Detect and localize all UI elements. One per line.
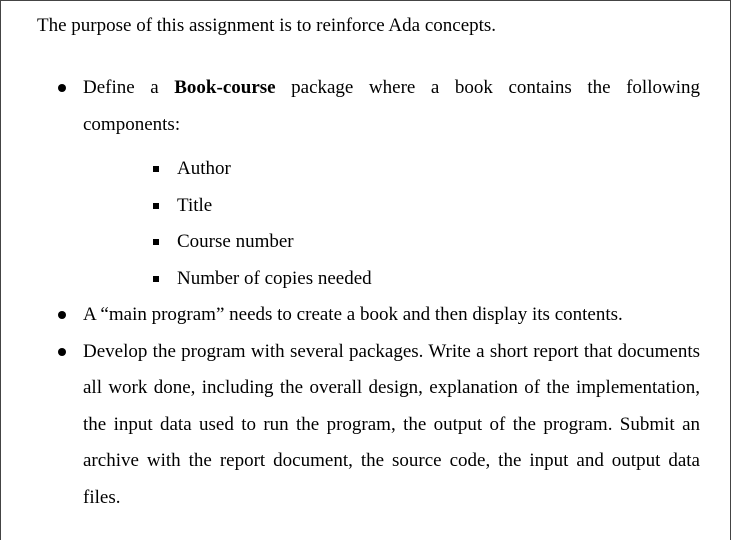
bullet-text: Develop the program with several packages. Write a short report that documents all work done, including the overall design, explanation of the implementation, the input data used to run the program, the output of the program. Submit an archive with the report document, the source code, the input and output data files.	[83, 340, 700, 508]
component-label: Author	[177, 158, 231, 179]
square-bullet-icon	[153, 239, 159, 245]
intro-paragraph: The purpose of this assignment is to reinforce Ada concepts.	[37, 15, 497, 36]
component-item-author	[153, 151, 700, 188]
bullet-text: A “main program” needs to create a book and then display its contents.	[83, 304, 623, 325]
component-item-copies-needed	[153, 261, 700, 298]
component-label: Course number	[177, 231, 294, 252]
bullet-item-define-package	[58, 70, 700, 297]
square-bullet-icon	[153, 276, 159, 282]
bullet-text-prefix: Define a	[83, 77, 175, 98]
component-item-course-number	[153, 224, 700, 261]
square-bullet-icon	[153, 203, 159, 209]
bullet-dot-icon	[58, 84, 66, 92]
component-label: Number of copies needed	[177, 267, 372, 289]
bullet-dot-icon	[58, 311, 66, 319]
component-label: Title	[177, 194, 213, 216]
bullet-text	[83, 70, 700, 143]
component-list	[83, 151, 700, 297]
bullet-text-suffix: package where a book contains the following components:	[83, 77, 700, 135]
component-item-title	[153, 188, 700, 225]
bullet-item-main-program	[58, 297, 700, 334]
package-name: Book-course	[174, 77, 276, 98]
assignment-bullet-list	[58, 70, 700, 516]
bullet-dot-icon	[58, 348, 66, 356]
bullet-item-develop-report	[58, 334, 700, 517]
square-bullet-icon	[153, 166, 159, 172]
